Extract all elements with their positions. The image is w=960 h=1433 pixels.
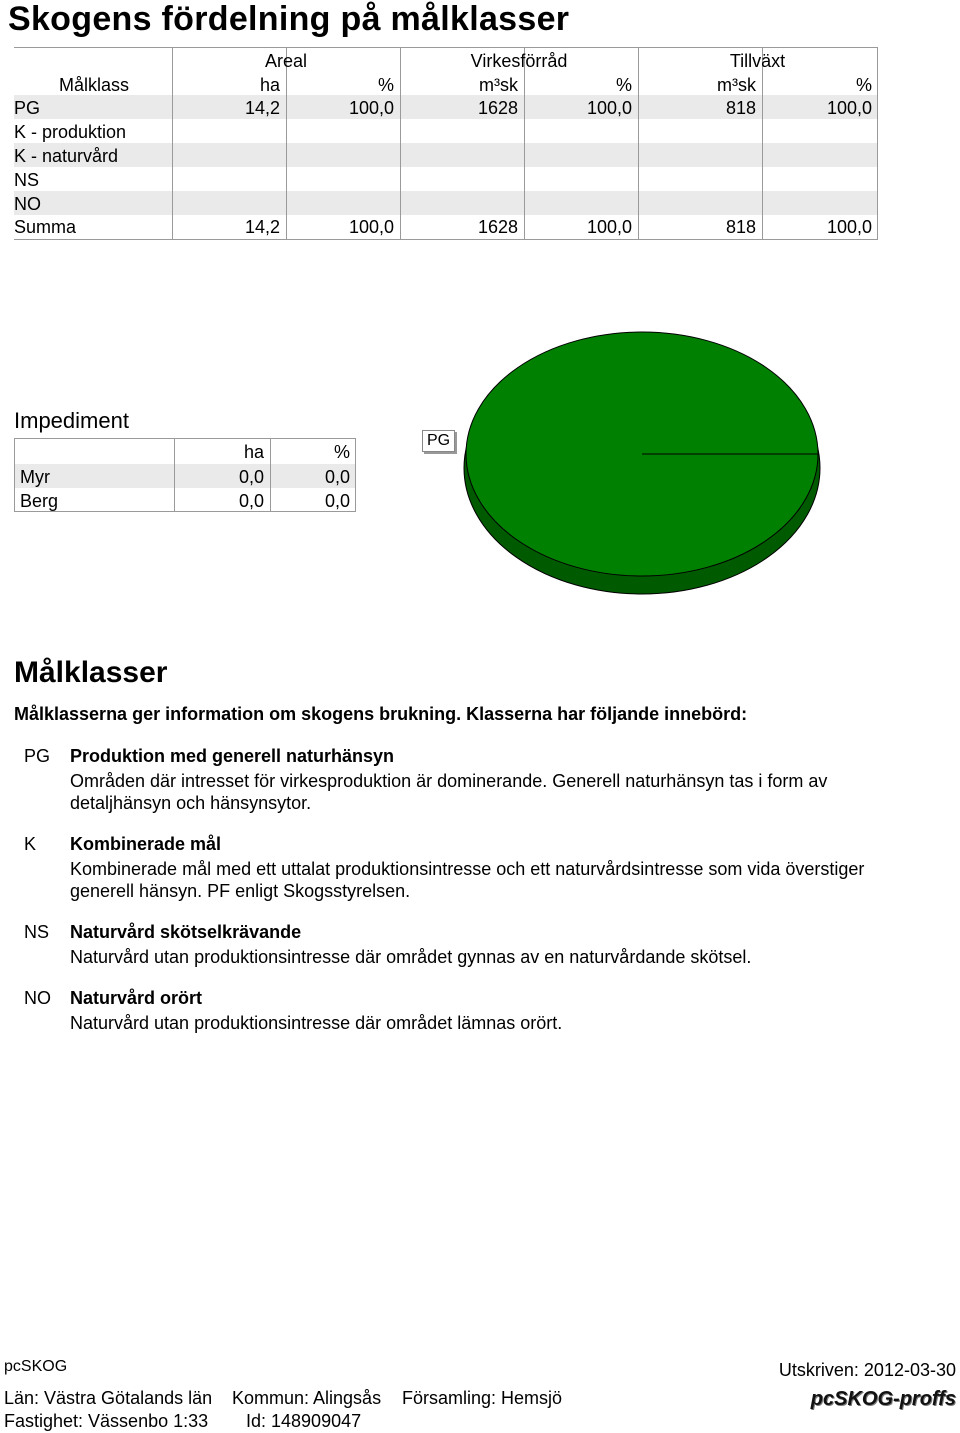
definition-heading: Naturvård skötselkrävande <box>70 922 302 942</box>
table-cell: 100,0 <box>826 98 872 118</box>
col-divider <box>877 47 878 240</box>
table-row-label: NO <box>14 194 41 214</box>
col-header-pct: % <box>333 442 350 462</box>
footer-lan: Län: Västra Götalands län <box>4 1388 213 1408</box>
definition-code: NS <box>24 922 50 942</box>
col-header-m3sk: m³sk <box>479 75 518 95</box>
col-header-malklass: Målklass <box>58 75 129 95</box>
definition-text: Kombinerade mål med ett uttalat produktionsintresse och ett naturvårdsintresse som vida överstiger generell hänsyn. PF enligt Skogsstyrelsen. <box>70 859 865 901</box>
col-header-virke-pct: % <box>615 75 632 95</box>
definition-heading: Produktion med generell naturhänsyn <box>70 746 395 766</box>
table-row-label: K - produktion <box>14 122 127 142</box>
col-header-tillvaxt-m3sk: m³sk <box>717 75 756 95</box>
footer-kommun: Kommun: Alingsås <box>232 1388 382 1408</box>
row-band <box>14 143 878 167</box>
definition-text: Naturvård utan produktionsintresse där området gynnas av en naturvårdande skötsel. <box>70 947 752 967</box>
table-row-label: Summa <box>14 217 77 237</box>
col-header-ha: ha <box>243 442 264 462</box>
table-cell: 1628 <box>477 217 518 237</box>
definition-code: NO <box>24 988 51 1008</box>
col-header-ha: ha <box>259 75 280 95</box>
definition-text: Naturvård utan produktionsintresse där området lämnas orört. <box>70 1013 563 1033</box>
row-band <box>14 191 878 215</box>
page-title: Skogens fördelning på målklasser <box>8 0 570 38</box>
col-header-tillvaxt-pct: % <box>855 75 872 95</box>
impediment-title: Impediment <box>14 408 129 433</box>
footer-id: Id: 148909047 <box>246 1411 362 1431</box>
footer-logo: pcSKOG-proffs <box>810 1388 956 1410</box>
table-cell: 818 <box>725 98 756 118</box>
group-header-virkesforrad: Virkesförråd <box>470 51 568 71</box>
col-divider <box>14 438 15 512</box>
col-header-areal-pct: % <box>377 75 394 95</box>
table-cell: 14,2 <box>244 217 280 237</box>
table-cell: 0,0 <box>324 467 350 487</box>
pie-label: PG <box>422 430 455 452</box>
table-row-label: NS <box>14 170 40 190</box>
definition-code: PG <box>24 746 51 766</box>
table-cell: 0,0 <box>238 491 264 511</box>
table-cell: 0,0 <box>324 491 350 511</box>
group-header-areal: Areal <box>264 51 308 71</box>
footer-forsamling: Församling: Hemsjö <box>402 1388 563 1408</box>
table-cell: 818 <box>725 217 756 237</box>
table-cell: 0,0 <box>238 467 264 487</box>
definition-heading: Naturvård orört <box>70 988 203 1008</box>
col-divider <box>355 438 356 512</box>
table-row-label: PG <box>14 98 41 118</box>
table-cell: 1628 <box>477 98 518 118</box>
footer-printed-date: Utskriven: 2012-03-30 <box>778 1360 956 1380</box>
impediment-table <box>14 438 356 512</box>
table-cell: 100,0 <box>586 217 632 237</box>
definition-code: K <box>24 834 37 854</box>
table-cell: 14,2 <box>244 98 280 118</box>
table-cell: 100,0 <box>826 217 872 237</box>
table-bottom-border <box>14 239 878 240</box>
group-header-tillvaxt: Tillväxt <box>729 51 786 71</box>
definition-heading: Kombinerade mål <box>70 834 222 854</box>
table-cell: 100,0 <box>348 98 394 118</box>
footer-brand: pcSKOG <box>4 1358 68 1375</box>
table-row-label: Berg <box>20 491 59 511</box>
pie-chart <box>400 330 840 605</box>
malklass-table <box>14 47 878 240</box>
table-row-label: Myr <box>20 467 50 487</box>
table-top-border <box>14 438 356 439</box>
table-row-label: K - naturvård <box>14 146 119 166</box>
definition-text: Områden där intresset för virkesproduktion är dominerande. Generell naturhänsyn tas i form av detaljhänsyn och hänsynsytor. <box>70 771 828 813</box>
footer-fastighet: Fastighet: Vässenbo 1:33 <box>4 1411 209 1431</box>
malklasser-intro: Målklasserna ger information om skogens brukning. Klasserna har följande innebörd: <box>14 704 748 724</box>
table-cell: 100,0 <box>586 98 632 118</box>
table-cell: 100,0 <box>348 217 394 237</box>
malklasser-title: Målklasser <box>14 656 168 689</box>
